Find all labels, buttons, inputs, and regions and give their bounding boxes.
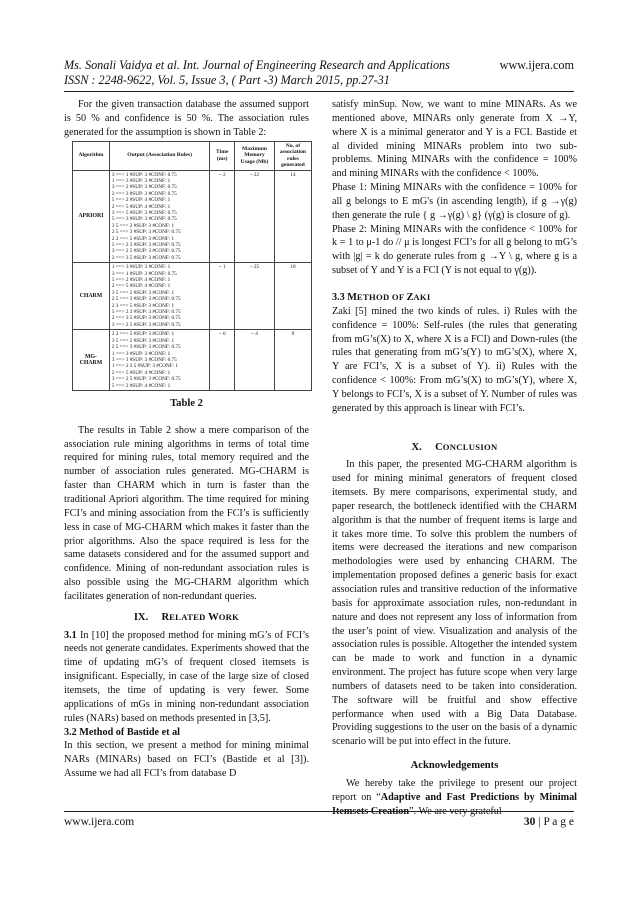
footer-divider xyxy=(64,811,574,812)
rules-cell xyxy=(109,330,210,391)
rule-line: 2 ==> 5 #SUP: 4 #CONF: 1 xyxy=(111,283,171,290)
rules-cell xyxy=(109,263,210,330)
col-header-algorithm: Algorithm xyxy=(73,141,110,170)
col-header-output: Output (Association Rules) xyxy=(109,141,210,170)
ack-project-title: Adaptive and Fast Predictions by Minimal Itemsets Creation xyxy=(332,791,577,817)
section-heading-conclusion xyxy=(332,441,577,455)
page-separator: | xyxy=(535,816,544,828)
subsection-3-1-label: 3.1 xyxy=(64,629,77,641)
table-row xyxy=(73,263,312,330)
col-header-time: Time (ms) xyxy=(210,141,235,170)
rule-line: 3 ==> 1 #SUP: 3 #CONF: 0.75 xyxy=(111,171,177,178)
rule-count-cell: 9 xyxy=(274,330,311,391)
memory-cell: ~ 22 xyxy=(235,170,275,263)
section-title-rest2: ORK xyxy=(218,611,240,622)
rule-line: 3 5 ==> 2 #SUP: 3 #CONF: 1 xyxy=(111,289,175,296)
subsection-3-3-heading xyxy=(332,291,577,305)
rule-line: 3 ==> 2 5 #SUP: 3 #CONF: 0.75 xyxy=(111,376,181,383)
rule-line: 2 3 ==> 5 #SUP: 3 #CONF: 1 xyxy=(111,331,175,338)
phase2-paragraph: Phase 2: Mining MINARs with the confidence < 100% for k = 1 to μ-1 do // μ is longest FCI’s for all g belong to mG’s with |g| = k do generate rules from g →Y \ g, where g is a subset of Y and Y is a FCI (Y is not equal to γ(g)). xyxy=(332,223,577,277)
table-row xyxy=(73,330,312,391)
rule-line: 3 ==> 5 #SUP: 3 #CONF: 0.75 xyxy=(111,209,177,216)
section-title-cap: R xyxy=(161,611,170,623)
algorithm-cell: APRIORI xyxy=(73,170,110,263)
rule-count-cell: 14 xyxy=(274,170,311,263)
col-header-memory: Maximum Memory Usage (Mb) xyxy=(235,141,275,170)
table-body xyxy=(73,170,312,390)
subsection-3-3-num: 3.3 M xyxy=(332,291,357,303)
header-citation-line2: ISSN : 2248-9622, Vol. 5, Issue 3, ( Part -3) March 2015, pp.27-31 xyxy=(64,73,390,87)
rule-line: 2 ==> 3 5 #SUP: 3 #CONF: 0.75 xyxy=(111,315,181,322)
right-column xyxy=(332,98,577,819)
page-word: P a g e xyxy=(543,816,574,828)
section-heading-related-work xyxy=(64,611,309,625)
rule-line: 3 5 ==> 2 #SUP: 3 #CONF: 1 xyxy=(111,222,175,229)
phase1-paragraph: Phase 1: Mining MINARs with the confidence = 100% for all g belongs to E mG's (in ascending length), if g →γ(g) then generate the rule { g →γ(g) \ g} (γ(g) is closure of g). xyxy=(332,182,577,221)
algorithm-cell: MG-CHARM xyxy=(73,330,110,391)
rule-line: 3 ==> 2 #SUP: 3 #CONF: 0.75 xyxy=(111,184,177,191)
subsection-3-3-cap: Z xyxy=(406,291,414,303)
subsection-3-2-heading: 3.2 Method of Bastide et al xyxy=(64,726,181,738)
rule-line: 1 ==> 3 #SUP: 3 #CONF: 1 xyxy=(111,177,171,184)
table-row xyxy=(73,170,312,263)
rule-line: 1 ==> 3 #SUP: 3 #CONF: 1 xyxy=(111,264,171,271)
rule-line: 5 ==> 2 #SUP: 4 #CONF: 1 xyxy=(111,382,171,389)
results-paragraph: The results in Table 2 show a mere comparison of the association rule mining algorithms in terms of total time required for mining rules, total memory required and the number of association rules generated. MG-CHARM is faster than CHARM which in turn is faster than the traditional Apriori algorithm. The time required for mining FCI’s and mining association from the FCI’s is sufficiently less in case of MG-CHARM which makes it faster than the prior algorithms. Also the space required is less for the same datasets considered and for the assumed support and confidence. Mining of non-redundant association rules is also possible using the MG-CHARM algorithm which facilitates generation of non-redundant queries. xyxy=(64,424,309,602)
acknowledgements-paragraph xyxy=(332,777,577,819)
time-cell: ~ 2 xyxy=(210,170,235,263)
rule-line: 1 ==> 3 #SUP: 3 #CONF: 1 xyxy=(111,350,171,357)
page-number xyxy=(524,816,574,828)
subsection-3-3-small2: AKI xyxy=(413,291,431,302)
col-header-rule-count: No. of association rules generated xyxy=(274,141,311,170)
time-cell: ~ 1 xyxy=(210,263,235,330)
rule-line: 2 ==> 3 #SUP: 3 #CONF: 0.75 xyxy=(111,190,177,197)
left-column xyxy=(64,98,309,781)
rules-cell xyxy=(109,170,210,263)
subsection-3-3-text: Zaki [5] mined the two kinds of rules. i) Rules with the confidence = 100%: Self-rules (the rules that generating from mG’s(X) to X, where X is a FCI) and Down-rules (the rules that generating from mG’s(Y) to mG’s(X), where X, Y are FCI’s, X is a subset of Y). ii) Rules with the confidence < 100%: From mG’s(X) to mG’s(Y), where X, Y belongs to FCI’s, X is a subset of Y. Number of rules was generated by this approach is linear with FCI’s. xyxy=(332,305,577,414)
footer-website-link[interactable]: www.ijera.com xyxy=(64,816,135,828)
header-citation-line1: Ms. Sonali Vaidya et al. Int. Journal of Engineering Research and Applications xyxy=(64,58,450,72)
intro-paragraph: For the given transaction database the assumed support is 50 % and confidence is 50 %. The association rules generated for the assumption is shown in Table 2: xyxy=(64,99,309,138)
subsection-3-1-text: In [10] the proposed method for mining mG’s of FCI’s needs not generate candidates. Experiments showed that the time of updating mG’s of frequent closed itemsets is insignificant. Especially, in case of the large size of closed itemsets, the time of updating is very fewer. Some applications of mGs in mining non-redundant association rules (NARs) based on methods presented in [3,5]. xyxy=(64,629,309,724)
rule-line: 5 ==> 2 3 #SUP: 3 #CONF: 0.75 xyxy=(111,242,181,248)
rule-line: 2 5 ==> 3 #SUP: 3 #CONF: 0.75 xyxy=(111,229,181,236)
time-cell: ~ 0 xyxy=(210,330,235,391)
algorithm-cell: CHARM xyxy=(73,263,110,330)
page-num-value: 30 xyxy=(523,816,536,828)
running-header xyxy=(64,58,574,88)
rule-line: 5 ==> 2 3 #SUP: 3 #CONF: 0.75 xyxy=(111,309,181,316)
minars-paragraph: satisfy minSup. Now, we want to mine MINARs. As we mentioned above, MINARs only generate from X →Y, where X is a minimal generator and Y is a FCI. Bastide et al divided mining MINARs problem into two sub-problems. Mining MINARs with the confidence = 100% and mining MINARs with the confidence < 100%. xyxy=(332,99,577,180)
memory-cell: ~ 4 xyxy=(235,330,275,391)
subsection-3-2-text: In this section, we present a method for mining minimal NARs (MINARs) based on FCI’s (Bastide et al [3]). Assume we had all FCI’s from database D xyxy=(64,740,309,780)
section-title-rest: ONCLUSION xyxy=(442,441,498,452)
section-number: X. xyxy=(411,441,422,453)
section-number: IX. xyxy=(133,611,149,623)
rule-line: 5 ==> 2 #SUP: 4 #CONF: 1 xyxy=(111,197,171,204)
subsection-3-1 xyxy=(64,629,309,726)
rule-line: 2 ==> 5 #SUP: 4 #CONF: 1 xyxy=(111,203,171,210)
rule-line: 5 ==> 3 #SUP: 3 #CONF: 0.75 xyxy=(111,216,177,223)
acknowledgements-heading: Acknowledgements xyxy=(410,760,499,772)
rule-line: 3 ==> 1 #SUP: 3 #CONF: 0.75 xyxy=(111,270,177,277)
rule-line: 2 5 ==> 3 #SUP: 3 #CONF: 0.75 xyxy=(111,344,181,351)
header-divider xyxy=(64,91,574,92)
table-header-row xyxy=(73,141,312,170)
table-caption: Table 2 xyxy=(170,397,203,409)
rule-line: 2 ==> 5 #SUP: 4 #CONF: 1 xyxy=(111,369,171,376)
page-footer xyxy=(64,816,574,828)
rule-line: 3 5 ==> 2 #SUP: 3 #CONF: 1 xyxy=(111,337,175,344)
rule-line: 5 ==> 2 #SUP: 4 #CONF: 1 xyxy=(111,277,171,284)
rule-line: 3 ==> 1 #SUP: 3 #CONF: 0.75 xyxy=(111,356,177,363)
ack-pre: We hereby take the privilege to present our project report on “ xyxy=(332,777,577,803)
section-title-rest: ELATED xyxy=(169,611,209,622)
rule-line: 3 ==> 2 5 #SUP: 3 #CONF: 0.75 xyxy=(111,248,181,255)
results-table xyxy=(72,141,312,391)
rule-line: 2 3 ==> 5 #SUP: 3 #CONF: 1 xyxy=(111,235,175,242)
section-title-cap2: W xyxy=(208,611,219,623)
rule-count-cell: 10 xyxy=(274,263,311,330)
rule-line: 2 5 ==> 3 #SUP: 3 #CONF: 0.75 xyxy=(111,296,181,303)
section-title-cap: C xyxy=(435,441,443,453)
ack-post: ”. We are very grateful xyxy=(409,805,502,817)
header-website-link[interactable]: www.ijera.com xyxy=(499,58,574,72)
memory-cell: ~ 25 xyxy=(235,263,275,330)
rule-line: 1 ==> 2 3 5 #SUP: 3 #CONF: 1 xyxy=(111,363,178,370)
rule-line: 2 3 ==> 5 #SUP: 3 #CONF: 1 xyxy=(111,302,175,309)
conclusion-paragraph: In this paper, the presented MG-CHARM algorithm is used for mining minimal generators of frequent closed itemsets. By mere comparisons, experimental study, and paper research, the bottleneck identified with the CHARM algorithm is that the number of frequent items is large and it takes more time. To solve this problem the numbers of items were decreased the iterations and new comparison methodologies were used by enhancing CHARM. The implementation proposed defines a generic basis for exact association rules and transitive reduction of the informative basis for approximate association rules, non-redundant in nature and does not represent any loss of information from the user’s point of view. Visualization and analysis of the association rules is possible. Altogether the intended system can be made to work and function in a dynamic environment. The project has future scope when very large numbers of datasets need to be taken into consideration. The software will be fruitful and show effective performance when used with a Big Data Database. Providing suggestions to the user on the basis of a dynamic scenario will be put into effect in the future. xyxy=(332,459,577,748)
subsection-3-3-small1: ETHOD OF xyxy=(356,291,407,302)
rule-line: 2 ==> 3 5 #SUP: 3 #CONF: 0.75 xyxy=(111,254,181,261)
rule-line: 3 ==> 2 5 #SUP: 3 #CONF: 0.75 xyxy=(111,321,181,328)
